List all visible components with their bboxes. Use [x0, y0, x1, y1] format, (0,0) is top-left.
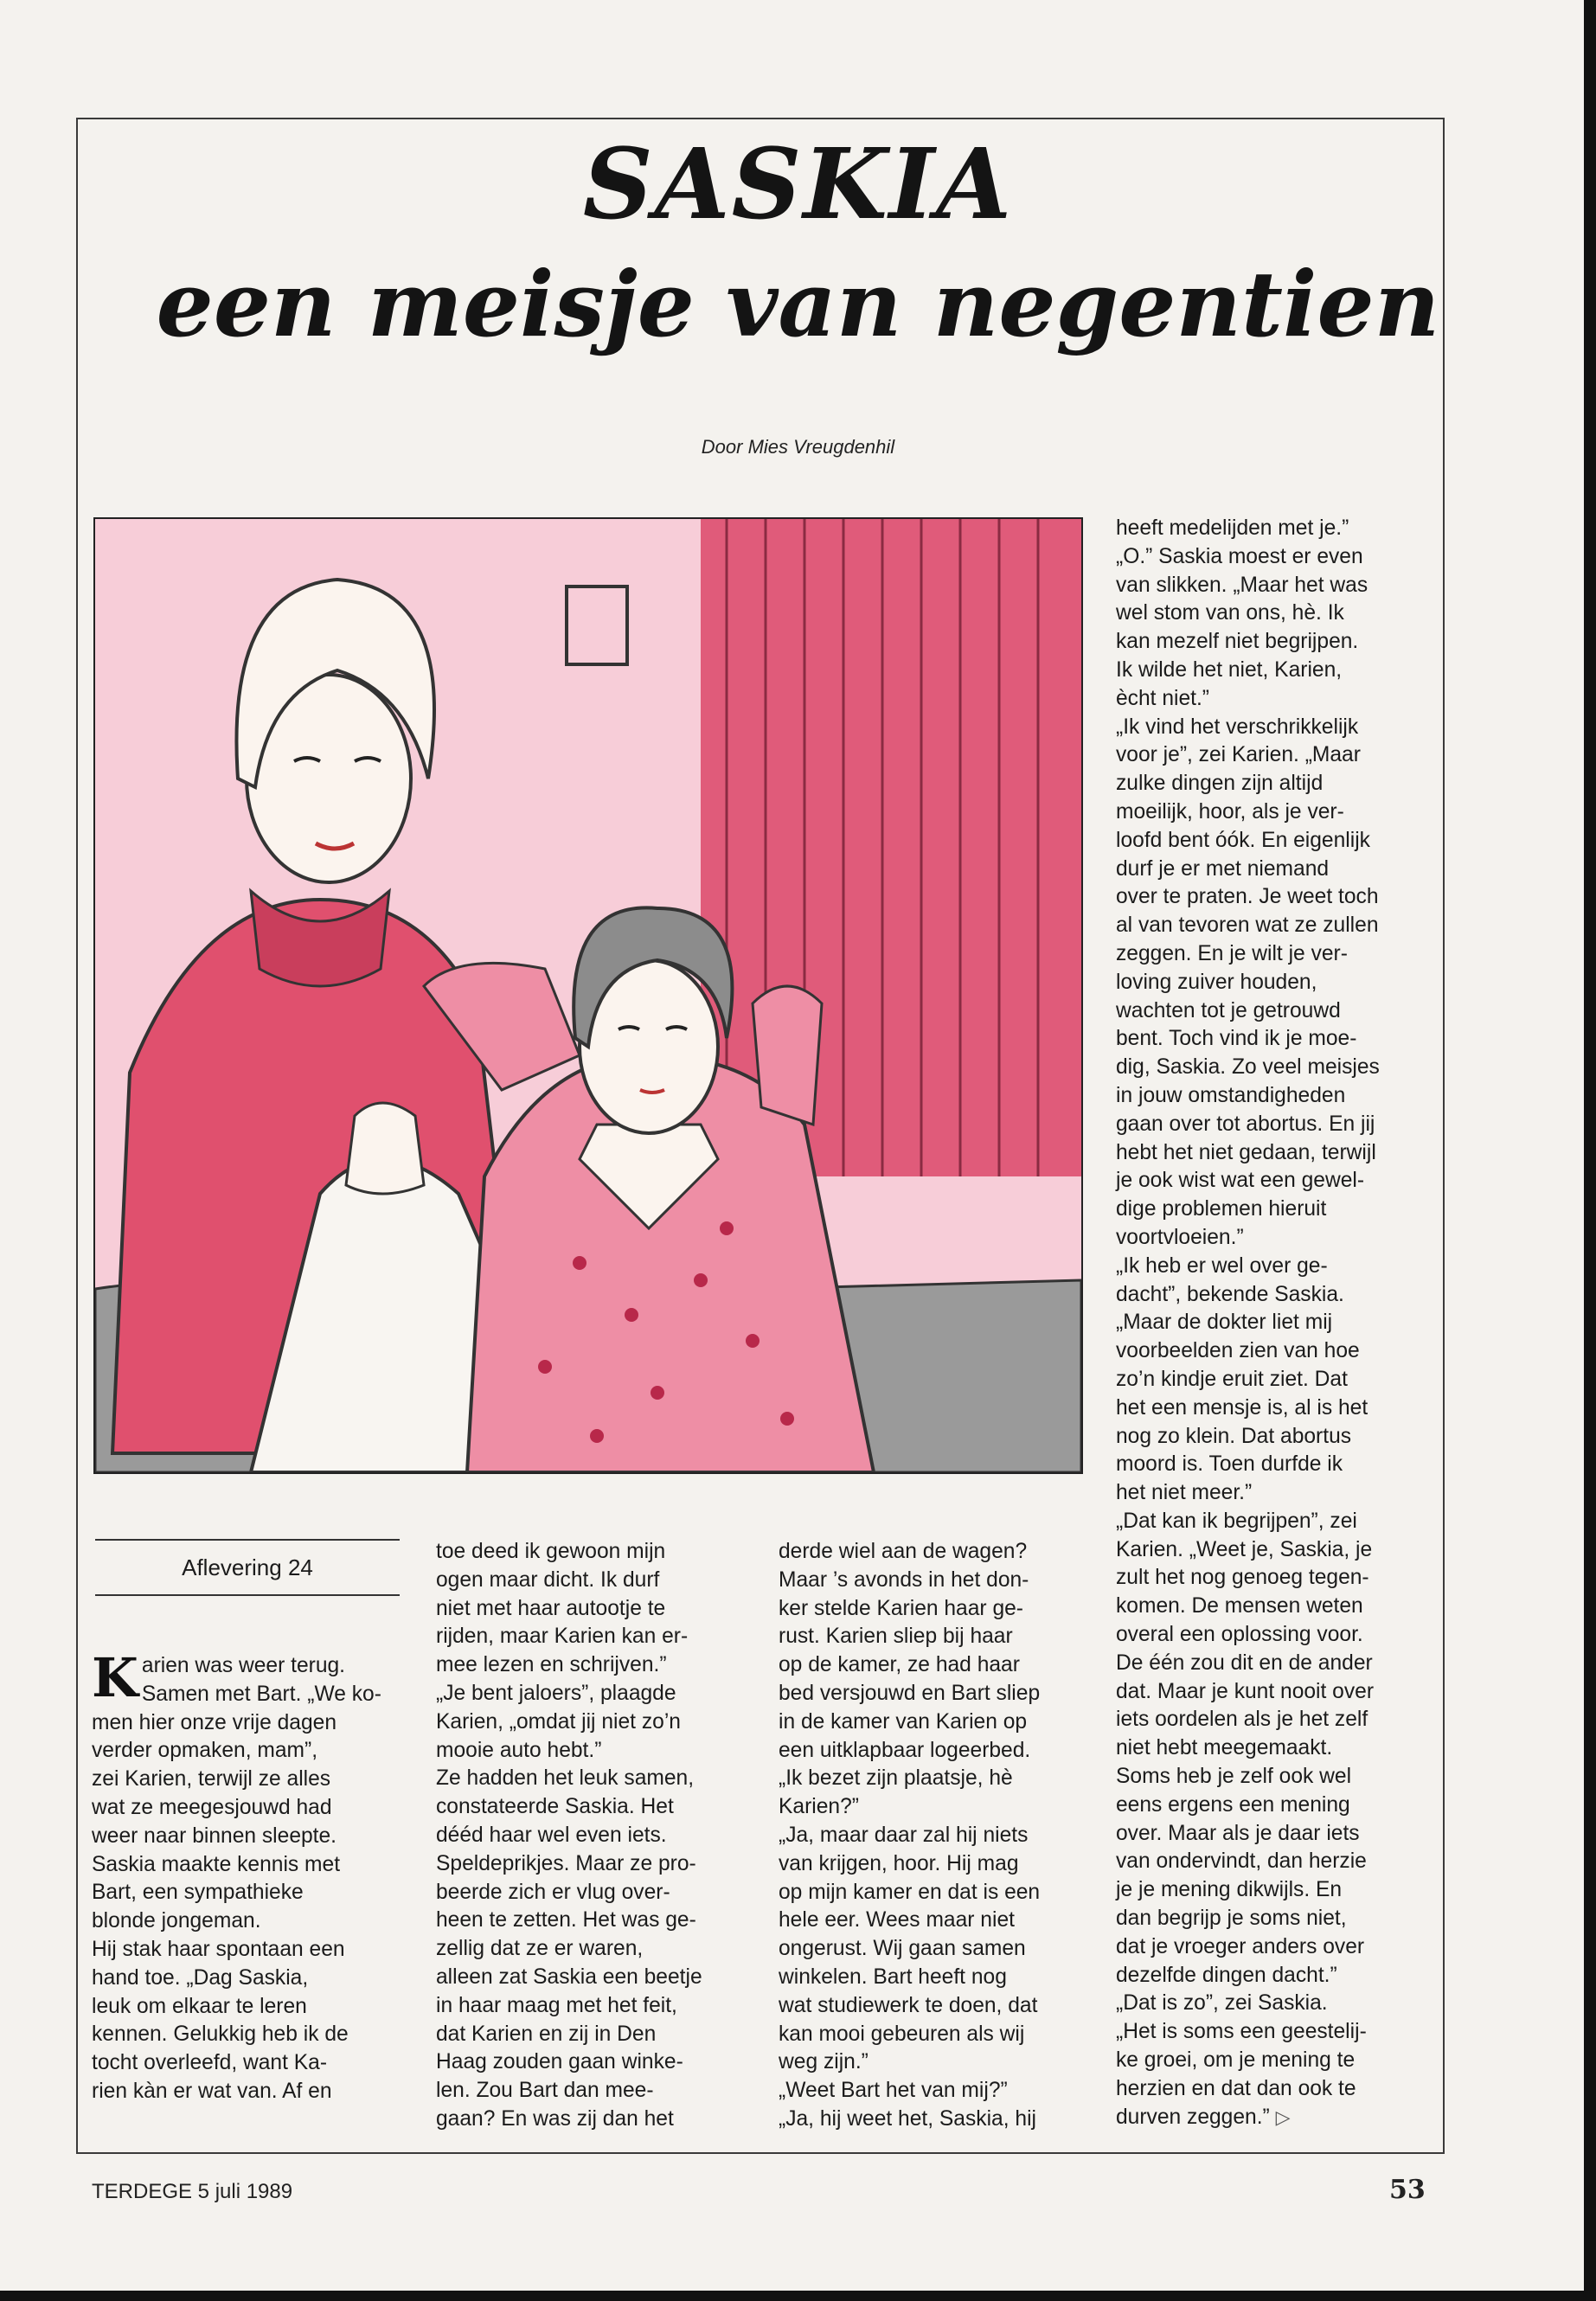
article-text [1116, 515, 1436, 2131]
article-column-1 [92, 1646, 400, 2106]
story-title: SASKIA [582, 128, 1014, 241]
scan-edge [0, 2291, 1596, 2301]
page-number: 53 [1389, 2175, 1426, 2205]
article-text: arien was weer terug. Samen met Bart. „We ko- men hier onze vrije dagen verder opmaken, mam”, zei Karien, terwijl ze alles wat ze meegesjouwd had weer naar binnen sleepte. Saskia maakte kennis met Bart, een sympathieke blonde jongeman. Hij stak haar spontaan een hand toe. „Dag Saskia, leuk om elkaar te leren kennen. Gelukkig heb ik de tocht overleefd, want Ka- rien kàn er wat van. Af en [92, 1654, 381, 2103]
article-column-3 [779, 1538, 1086, 2134]
article-text: derde wiel aan de wagen? Maar ’s avonds in het don- ker stelde Karien haar ge- rust. Karien sliep bij haar op de kamer, ze had haar bed versjouwd en Bart sliep in de kamer van Karien op een uitklapbaar logeerbed. „Ik bezet zijn plaatsje, hè Karien?” „Ja, maar daar zal hij niets van krijgen, hoor. Hij mag op mijn kamer en dat is een hele eer. Wees maar niet ongerust. Wij gaan samen winkelen. Bart heeft nog wat studiewerk te doen, dat kan mooi gebeuren als wij weg zijn.” „Weet Bart het van mij?” „Ja, hij weet het, Saskia, hij [779, 1540, 1041, 2131]
author-byline: Door Mies Vreugdenhil [701, 436, 895, 458]
article-column-4 [1116, 515, 1436, 2131]
article-text-body: heeft medelijden met je.” „O.” Saskia moest er even van slikken. „Maar het was wel stom van ons, hè. Ik kan mezelf niet begrijpen. Ik wilde het niet, Karien, ècht niet.” „Ik vind het verschrikkelijk voor je”, zei Karien. „Maar zulke dingen zijn altijd moeilijk, hoor, als je ver- loofd bent óók. En eigenlijk durf je er met niemand over te praten. Je weet toch al van tevoren wat ze zullen zeggen. En je wilt je ver- loving zuiver houden, wachten tot je getrouwd bent. Toch vind ik je moe- dig, Saskia. Zo veel meisjes in jouw omstandigheden gaan over tot abortus. En jij hebt het niet gedaan, terwijl je ook wist wat een gewel- dige problemen hieruit voortvloeien.” „Ik heb er wel over ge- dacht”, bekende Saskia. „Maar de dokter liet mij voorbeelden zien van hoe zo’n kindje eruit ziet. Dat het een mensje is, al is het nog zo klein. Dat abortus moord is. Toen durfde ik het niet meer.” „Dat kan ik begrijpen”, zei Karien. „Weet je, Saskia, je zult het nog genoeg tegen- komen. De mensen weten overal een oplossing voor. De één zou dit en de ander dat. Maar je kunt nooit over iets oordelen als je het zelf niet hebt meegemaakt. Soms heb je zelf ook wel eens ergens een mening over. Maar als je daar iets van ondervindt, dan herzie je je mening dikwijls. En dan begrijp je soms niet, dat je vroeger anders over dezelfde dingen dacht.” „Dat is zo”, zei Saskia. „Het is soms een geestelij- ke groei, om je mening te herzien en dat dan ook te durven zeggen.” [1116, 516, 1380, 2129]
magazine-issue: TERDEGE 5 juli 1989 [92, 2180, 293, 2203]
illustration-drawing [95, 519, 1081, 1472]
article-column-2 [436, 1538, 744, 2134]
story-illustration [93, 517, 1083, 1474]
drop-cap: K [92, 1646, 138, 1709]
continue-arrow-icon: ▷ [1275, 2106, 1291, 2128]
episode-label: Aflevering 24 [95, 1539, 400, 1596]
story-subtitle: een meisje van negentien [156, 251, 1440, 357]
article-text: toe deed ik gewoon mijn ogen maar dicht. Ik durf niet met haar autootje te rijden, maar Karien kan er- mee lezen en schrijven.” „Je bent jaloers”, plaagde Karien, „omdat jij niet zo’n mooie auto hebt.” Ze hadden het leuk samen, constateerde Saskia. Het dééd haar wel even iets. Speldeprikjes. Maar ze pro- beerde zich er vlug over- heen te zetten. Het was ge- zellig dat ze er waren, alleen zat Saskia een beetje in haar maag met het feit, dat Karien en zij in Den Haag zouden gaan winke- len. Zou Bart dan mee- gaan? En was zij dan het [436, 1540, 702, 2131]
